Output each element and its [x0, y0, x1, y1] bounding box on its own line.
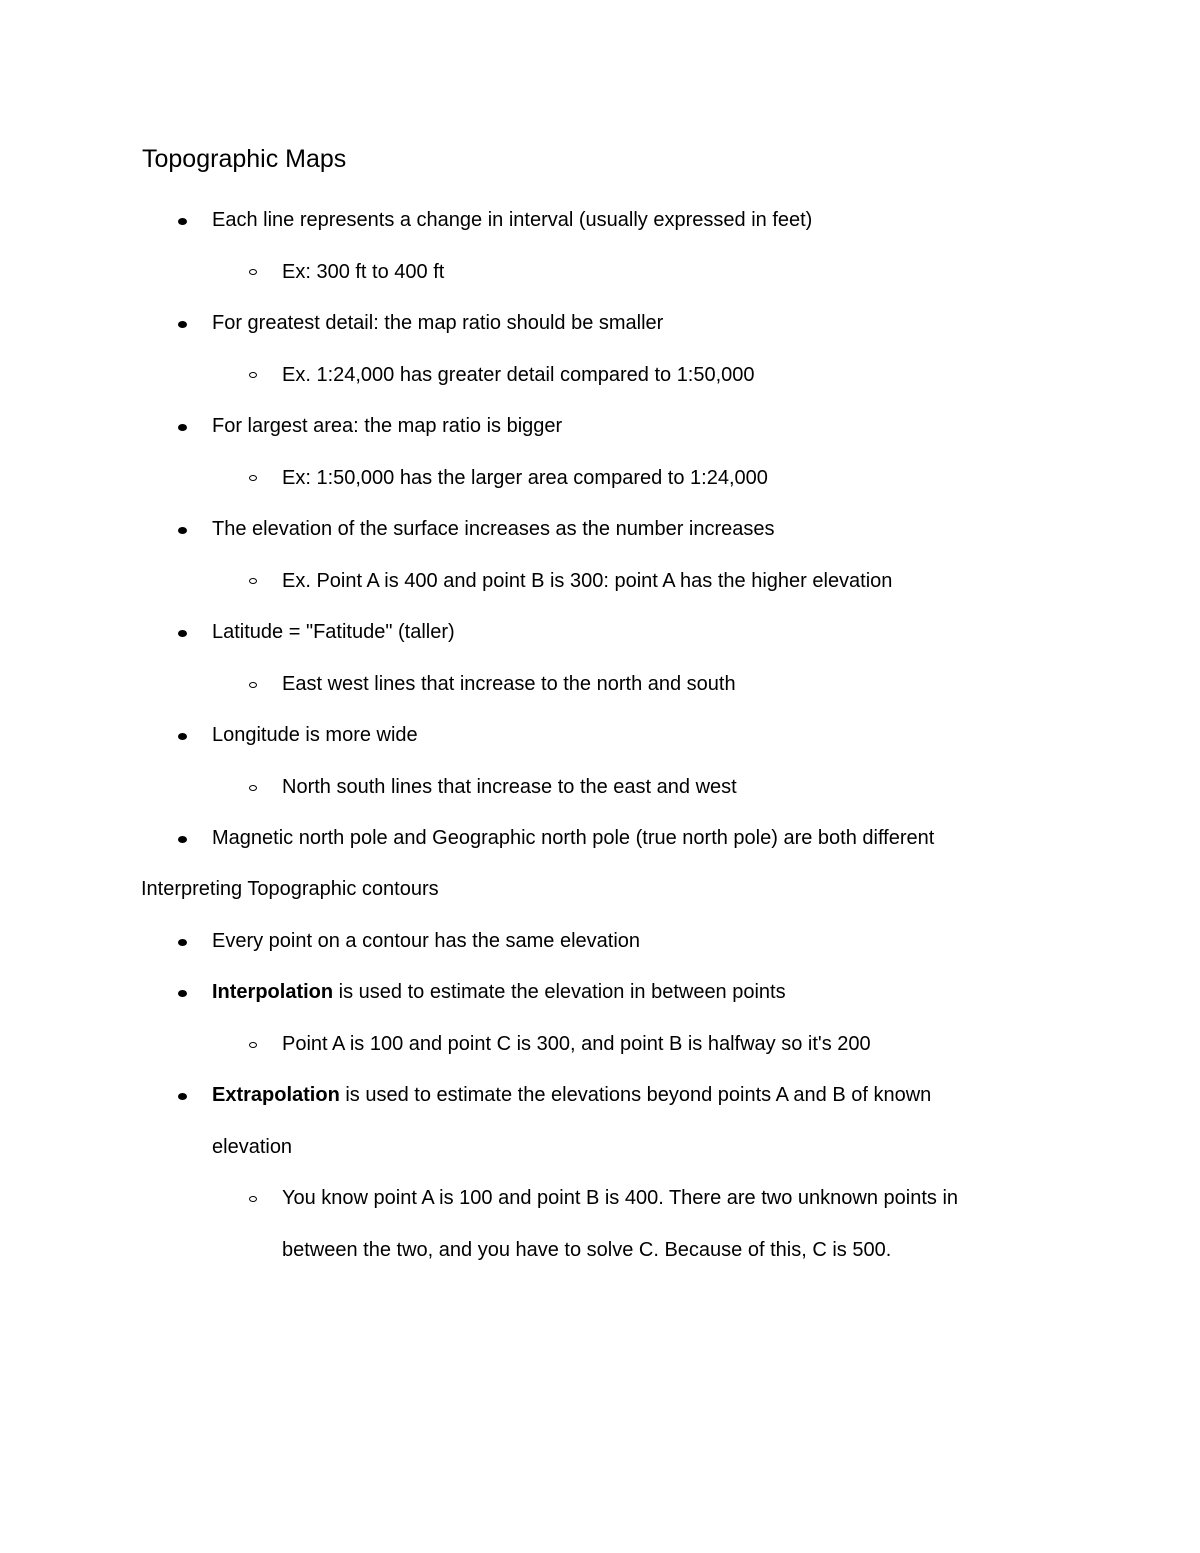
hollow-bullet-icon: [249, 1196, 257, 1202]
bullet-icon: [178, 527, 187, 534]
list-item-continuation: elevation: [212, 1136, 293, 1158]
bullet-icon: [178, 424, 187, 431]
bullet-icon: [178, 321, 187, 328]
term-interpolation: Interpolation: [212, 981, 334, 1003]
list-item: [212, 979, 786, 1005]
sub-list-item: Point A is 100 and point C is 300, and point B is halfway so it's 200: [282, 1033, 871, 1055]
bullet-icon: [178, 836, 187, 843]
list-item: Every point on a contour has the same elevation: [212, 930, 641, 952]
section-heading: Interpreting Topographic contours: [141, 878, 439, 900]
hollow-bullet-icon: [249, 1042, 257, 1048]
sub-list-item-continuation: between the two, and you have to solve C. Because of this, C is 500.: [282, 1239, 892, 1261]
hollow-bullet-icon: [249, 682, 257, 688]
list-item: Magnetic north pole and Geographic north pole (true north pole) are both different: [212, 827, 935, 849]
sub-list-item: East west lines that increase to the north and south: [282, 673, 736, 695]
list-item: Each line represents a change in interval (usually expressed in feet): [212, 209, 813, 231]
sub-list-item: Ex: 300 ft to 400 ft: [282, 261, 445, 283]
bullet-icon: [178, 218, 187, 225]
list-item: Latitude = "Fatitude" (taller): [212, 621, 455, 643]
hollow-bullet-icon: [249, 785, 257, 791]
list-item: Longitude is more wide: [212, 724, 418, 746]
sub-list-item: Ex. Point A is 400 and point B is 300: point A has the higher elevation: [282, 570, 893, 592]
list-item-text: is used to estimate the elevation in between points: [333, 981, 786, 1003]
sub-list-item: North south lines that increase to the east and west: [282, 776, 737, 798]
bullet-icon: [178, 1093, 187, 1100]
hollow-bullet-icon: [249, 578, 257, 584]
list-item-text: is used to estimate the elevations beyond points A and B of known: [339, 1084, 932, 1106]
sub-list-item: Ex. 1:24,000 has greater detail compared to 1:50,000: [282, 364, 755, 386]
hollow-bullet-icon: [249, 269, 257, 275]
hollow-bullet-icon: [249, 372, 257, 378]
bullet-icon: [178, 990, 187, 997]
sub-list-item: You know point A is 100 and point B is 400. There are two unknown points in: [282, 1187, 959, 1209]
list-item: For greatest detail: the map ratio should be smaller: [212, 312, 664, 334]
list-item: For largest area: the map ratio is bigger: [212, 415, 563, 437]
term-extrapolation: Extrapolation: [212, 1084, 340, 1106]
list-item: The elevation of the surface increases as the number increases: [212, 518, 775, 540]
sub-list-item: Ex: 1:50,000 has the larger area compared to 1:24,000: [282, 467, 768, 489]
list-item: [212, 1082, 931, 1108]
page-title: Topographic Maps: [142, 145, 347, 173]
bullet-icon: [178, 630, 187, 637]
bullet-icon: [178, 733, 187, 740]
hollow-bullet-icon: [249, 475, 257, 481]
bullet-icon: [178, 939, 187, 946]
